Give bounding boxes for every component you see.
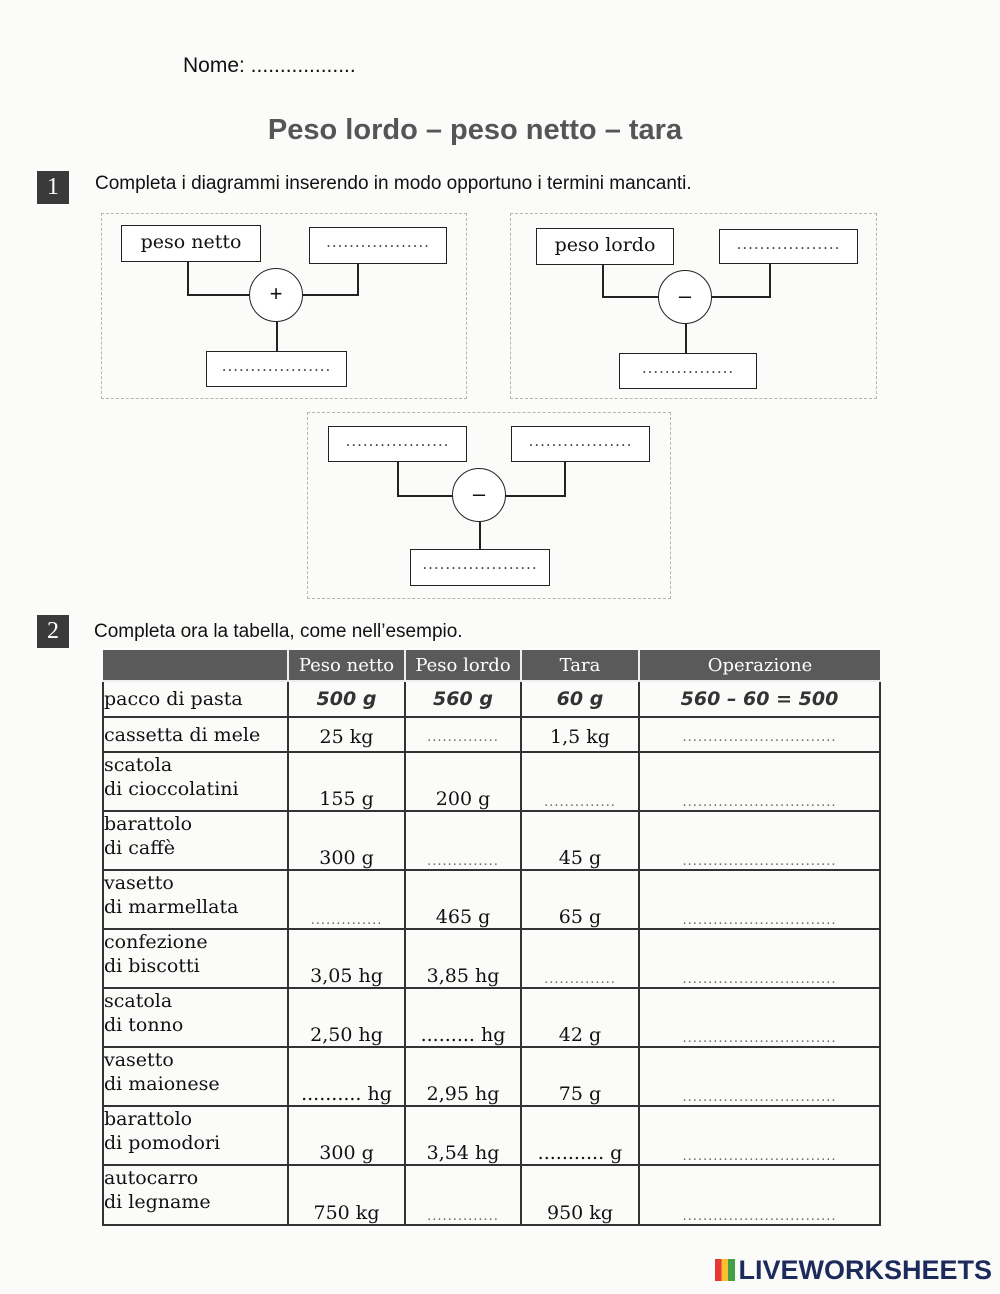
item-name: vasetto di marmellata: [103, 870, 288, 929]
item-name: scatola di cioccolatini: [103, 752, 288, 811]
table-header-row: [103, 650, 880, 681]
table-row: [103, 681, 880, 717]
operazione-blank[interactable]: ..............................: [639, 870, 880, 929]
table-row: [103, 988, 880, 1047]
item-name: pacco di pasta: [103, 681, 288, 717]
table-row: [103, 811, 880, 870]
diagram-1-left-term: peso netto: [121, 225, 261, 262]
operazione-blank[interactable]: ..............................: [639, 929, 880, 988]
item-name: barattolo di caffè: [103, 811, 288, 870]
diagram-2-left-term: peso lordo: [536, 228, 674, 265]
liveworksheets-logo-icon: [715, 1259, 735, 1281]
peso-lordo-cell: 465 g: [405, 870, 521, 929]
operazione-blank[interactable]: ..............................: [639, 811, 880, 870]
header-item: [103, 650, 288, 681]
peso-netto-cell: 2,50 hg: [288, 988, 405, 1047]
peso-netto-blank[interactable]: .......... hg: [288, 1047, 405, 1106]
tara-blank[interactable]: ..............: [521, 929, 639, 988]
peso-netto-cell: 750 kg: [288, 1165, 405, 1225]
name-field-label: Nome: ..................: [183, 54, 356, 77]
peso-lordo-cell: 2,95 hg: [405, 1047, 521, 1106]
tara-cell: 75 g: [521, 1047, 639, 1106]
tara-cell: 42 g: [521, 988, 639, 1047]
diagram-2-right-blank[interactable]: ..................: [719, 229, 858, 264]
peso-lordo-cell: 200 g: [405, 752, 521, 811]
header-peso-lordo: Peso lordo: [405, 650, 521, 681]
diagram-3-result-blank[interactable]: ....................: [410, 549, 550, 586]
diagram-3-right-blank[interactable]: ..................: [511, 426, 650, 462]
operazione-blank[interactable]: ..............................: [639, 717, 880, 752]
table-row: [103, 1106, 880, 1165]
table-row: [103, 1165, 880, 1225]
diagram-2-result-blank[interactable]: ................: [619, 353, 757, 389]
item-name: confezione di biscotti: [103, 929, 288, 988]
tara-blank[interactable]: ..............: [521, 752, 639, 811]
tara-cell: 1,5 kg: [521, 717, 639, 752]
peso-lordo-blank[interactable]: ..............: [405, 1165, 521, 1225]
peso-lordo-blank[interactable]: ..............: [405, 717, 521, 752]
minus-operator-circle: –: [658, 270, 712, 324]
operazione-blank[interactable]: ..............................: [639, 752, 880, 811]
header-peso-netto: Peso netto: [288, 650, 405, 681]
peso-lordo-blank[interactable]: ......... hg: [405, 988, 521, 1047]
table-row: [103, 929, 880, 988]
diagram-1-right-blank[interactable]: ..................: [309, 227, 447, 264]
weights-table: [102, 650, 881, 1226]
peso-netto-cell: 300 g: [288, 811, 405, 870]
exercise-1-number: 1: [37, 171, 69, 204]
table-row: [103, 1047, 880, 1106]
watermark-text: LIVEWORKSHEETS: [738, 1255, 992, 1285]
peso-lordo-cell: 3,54 hg: [405, 1106, 521, 1165]
item-name: scatola di tonno: [103, 988, 288, 1047]
item-name: cassetta di mele: [103, 717, 288, 752]
peso-lordo-blank[interactable]: ..............: [405, 811, 521, 870]
tara-cell: 950 kg: [521, 1165, 639, 1225]
peso-netto-cell: 500 g: [288, 681, 405, 717]
plus-operator-circle: +: [249, 268, 303, 322]
item-name: autocarro di legname: [103, 1165, 288, 1225]
table-row: [103, 752, 880, 811]
item-name: vasetto di maionese: [103, 1047, 288, 1106]
page-title: Peso lordo – peso netto – tara: [267, 114, 683, 146]
operazione-blank[interactable]: ..............................: [639, 1106, 880, 1165]
peso-netto-blank[interactable]: ..............: [288, 870, 405, 929]
peso-netto-cell: 25 kg: [288, 717, 405, 752]
minus-operator-circle: –: [452, 468, 506, 522]
liveworksheets-watermark: [715, 1255, 992, 1286]
tara-cell: 60 g: [521, 681, 639, 717]
exercise-2-number: 2: [37, 615, 69, 648]
exercise-2-instruction: Completa ora la tabella, come nell’esempio.: [94, 621, 463, 642]
item-name: barattolo di pomodori: [103, 1106, 288, 1165]
peso-lordo-cell: 560 g: [405, 681, 521, 717]
table-row: [103, 870, 880, 929]
operazione-blank[interactable]: ..............................: [639, 988, 880, 1047]
peso-lordo-cell: 3,85 hg: [405, 929, 521, 988]
peso-netto-cell: 300 g: [288, 1106, 405, 1165]
peso-netto-cell: 155 g: [288, 752, 405, 811]
operazione-blank[interactable]: ..............................: [639, 1047, 880, 1106]
operazione-cell: 560 – 60 = 500: [639, 681, 880, 717]
header-tara: Tara: [521, 650, 639, 681]
tara-cell: 45 g: [521, 811, 639, 870]
tara-blank[interactable]: ........... g: [521, 1106, 639, 1165]
tara-cell: 65 g: [521, 870, 639, 929]
peso-netto-cell: 3,05 hg: [288, 929, 405, 988]
table-row: [103, 717, 880, 752]
operazione-blank[interactable]: ..............................: [639, 1165, 880, 1225]
exercise-1-instruction: Completa i diagrammi inserendo in modo opportuno i termini mancanti.: [95, 173, 692, 194]
diagram-3-left-blank[interactable]: ..................: [328, 426, 467, 462]
diagram-1-result-blank[interactable]: ...................: [206, 351, 347, 387]
header-operazione: Operazione: [639, 650, 880, 681]
